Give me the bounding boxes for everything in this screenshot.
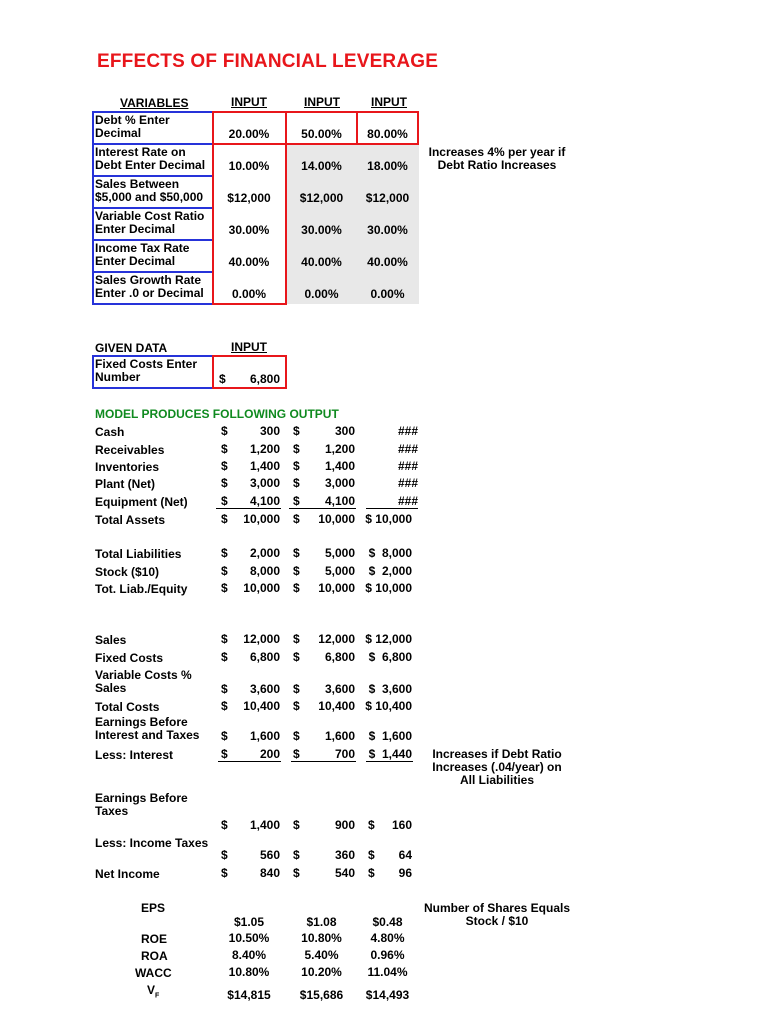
row-label: Net Income <box>95 867 160 881</box>
ratio-label: ROE <box>141 932 168 946</box>
cell-value: 3,600 <box>249 682 280 696</box>
input-header-2: INPUT <box>304 95 340 109</box>
dollar-sign: $ <box>221 866 228 880</box>
variables-header: VARIABLES <box>120 96 189 110</box>
dollar-sign: $ <box>293 494 300 508</box>
row-label: Less: Income Taxes <box>95 836 209 850</box>
variable-value: $12,000 <box>227 191 271 205</box>
row-label: Variable Costs % Sales <box>95 668 192 695</box>
ratio-value: $1.08 <box>306 915 337 929</box>
variable-value: 40.00% <box>301 255 342 269</box>
row-label: Inventories <box>95 460 160 474</box>
ratio-label <box>147 983 159 999</box>
dollar-sign: $ <box>293 424 300 438</box>
subtotal-underline <box>291 761 356 762</box>
cell-value: 1,400 <box>324 459 355 473</box>
cell-value: 6,800 <box>249 650 280 664</box>
row-label: Equipment (Net) <box>95 495 188 509</box>
cell-value: 5,000 <box>324 564 355 578</box>
cell-value: 10,400 <box>243 699 280 713</box>
cell-value: 540 <box>334 866 355 880</box>
cell-value: 10,000 <box>243 512 280 526</box>
subtotal-underline <box>366 508 418 509</box>
cell-value: $ 2,000 <box>368 564 412 578</box>
variable-value: 40.00% <box>228 255 270 269</box>
cell-value: 4,100 <box>249 494 280 508</box>
cell-value: 10,000 <box>318 581 355 595</box>
dollar-sign: $ <box>293 650 300 664</box>
variable-value: 40.00% <box>367 255 408 269</box>
cell-value: 200 <box>259 747 280 761</box>
cell-value: 300 <box>334 424 355 438</box>
variable-value: 18.00% <box>367 159 408 173</box>
cell-value: 2,000 <box>249 546 280 560</box>
dollar-sign: $ <box>293 476 300 490</box>
row-label: Less: Interest <box>95 748 174 762</box>
ratio-value: 10.50% <box>228 931 270 945</box>
cell-value: ### <box>397 442 418 456</box>
ratio-value: 11.04% <box>367 965 408 979</box>
input-header-3: INPUT <box>371 95 407 109</box>
cell-value: ### <box>397 494 418 508</box>
dollar-sign: $ <box>221 650 228 664</box>
dollar-sign: $ <box>293 848 300 862</box>
cell-value: $ 10,000 <box>365 512 412 526</box>
ratio-value: 10.20% <box>301 965 342 979</box>
variable-label: Interest Rate on Debt Enter Decimal <box>95 145 206 172</box>
ratio-value: 8.40% <box>231 948 267 962</box>
dollar-sign: $ <box>368 848 375 862</box>
row-label: Total Liabilities <box>95 547 182 561</box>
variable-value: 0.00% <box>304 287 339 301</box>
page-title: EFFECTS OF FINANCIAL LEVERAGE <box>97 51 439 72</box>
variable-value: 30.00% <box>301 223 342 237</box>
ratio-label-subscript: F <box>155 992 160 1000</box>
cell-value: 6,800 <box>324 650 355 664</box>
dollar-sign: $ <box>293 818 300 832</box>
given-data-header: GIVEN DATA <box>95 341 168 355</box>
input-header-1: INPUT <box>231 95 267 109</box>
cell-value: 700 <box>334 747 355 761</box>
cell-value: 300 <box>259 424 280 438</box>
ratio-value: 10.80% <box>301 931 342 945</box>
variable-label: Sales Between $5,000 and $50,000 <box>95 177 204 204</box>
ratio-label-main: V <box>147 983 156 997</box>
cell-value: ### <box>397 459 418 473</box>
dollar-sign: $ <box>293 699 300 713</box>
dollar-sign: $ <box>221 459 228 473</box>
fixed-costs-dollar: $ <box>219 372 226 386</box>
cell-value: 10,400 <box>318 699 355 713</box>
row-label: Plant (Net) <box>95 477 155 491</box>
cell-value: 1,200 <box>324 442 355 456</box>
subtotal-underline <box>218 761 281 762</box>
ratio-value: $15,686 <box>299 988 344 1002</box>
variable-value: 30.00% <box>367 223 408 237</box>
cell-value: 160 <box>391 818 412 832</box>
variable-value: $12,000 <box>299 191 344 205</box>
cell-value: $ 1,600 <box>368 729 412 743</box>
cell-value: $ 3,600 <box>368 682 412 696</box>
cell-value: 10,000 <box>318 512 355 526</box>
dollar-sign: $ <box>293 682 300 696</box>
dollar-sign: $ <box>221 699 228 713</box>
row-label: Stock ($10) <box>95 565 160 579</box>
variable-value: 10.00% <box>228 159 270 173</box>
cell-value: ### <box>397 476 418 490</box>
ratio-label: ROA <box>141 949 168 963</box>
dollar-sign: $ <box>221 632 228 646</box>
dollar-sign: $ <box>221 747 228 761</box>
dollar-sign: $ <box>293 632 300 646</box>
row-label: Tot. Liab./Equity <box>95 582 188 596</box>
cell-value: $ 10,400 <box>365 699 412 713</box>
dollar-sign: $ <box>293 729 300 743</box>
ratio-value: 10.80% <box>228 965 270 979</box>
cell-value: 1,600 <box>324 729 355 743</box>
dollar-sign: $ <box>293 442 300 456</box>
cell-value: $ 1,440 <box>368 747 412 761</box>
dollar-sign: $ <box>221 476 228 490</box>
subtotal-underline <box>216 508 281 509</box>
shares-note: Number of Shares Equals Stock / $10 <box>423 901 571 928</box>
cell-value: 1,200 <box>249 442 280 456</box>
dollar-sign: $ <box>221 424 228 438</box>
dollar-sign: $ <box>293 512 300 526</box>
variable-value: 80.00% <box>367 127 408 141</box>
cell-value: 4,100 <box>324 494 355 508</box>
cell-value: 12,000 <box>243 632 280 646</box>
ratio-value: $14,815 <box>227 988 271 1002</box>
cell-value: 840 <box>259 866 280 880</box>
cell-value: 8,000 <box>249 564 280 578</box>
dollar-sign: $ <box>221 442 228 456</box>
cell-value: 1,400 <box>249 459 280 473</box>
cell-value: 64 <box>398 848 412 862</box>
cell-value: 360 <box>334 848 355 862</box>
cell-value: 3,600 <box>324 682 355 696</box>
ratio-value: 0.96% <box>370 948 405 962</box>
cell-value: 900 <box>334 818 355 832</box>
variable-value: 20.00% <box>228 127 270 141</box>
ratio-value: $1.05 <box>233 915 265 929</box>
cell-value: $ 8,000 <box>368 546 412 560</box>
variable-label: Variable Cost Ratio Enter Decimal <box>95 209 205 236</box>
dollar-sign: $ <box>221 512 228 526</box>
row-label: Earnings Before Taxes <box>95 791 188 818</box>
fixed-costs-label: Fixed Costs Enter Number <box>95 357 198 384</box>
row-label: Receivables <box>95 443 165 457</box>
cell-value: $ 10,000 <box>365 581 412 595</box>
interest-note: Increases 4% per year if Debt Ratio Increases <box>428 145 566 172</box>
cell-value: 12,000 <box>318 632 355 646</box>
variable-value: $12,000 <box>365 191 410 205</box>
variable-value: 14.00% <box>301 159 342 173</box>
cell-value: 3,000 <box>324 476 355 490</box>
dollar-sign: $ <box>368 818 375 832</box>
ratio-value: $14,493 <box>365 988 410 1002</box>
ratio-value: 5.40% <box>304 948 339 962</box>
variable-value: 30.00% <box>228 223 270 237</box>
dollar-sign: $ <box>368 866 375 880</box>
variable-value: 50.00% <box>301 127 342 141</box>
ratio-label: EPS <box>141 901 166 915</box>
cell-value: 3,000 <box>249 476 280 490</box>
dollar-sign: $ <box>293 546 300 560</box>
dollar-sign: $ <box>293 747 300 761</box>
row-label: Earnings Before Interest and Taxes <box>95 715 200 742</box>
cell-value: 560 <box>259 848 280 862</box>
cell-value: $ 6,800 <box>368 650 412 664</box>
variable-value: 0.00% <box>231 287 267 301</box>
variable-label: Debt % Enter Decimal <box>95 113 170 140</box>
ratio-label: WACC <box>135 966 172 980</box>
subtotal-underline <box>366 761 413 762</box>
fixed-costs-value: 6,800 <box>249 372 280 386</box>
row-label: Cash <box>95 425 125 439</box>
dollar-sign: $ <box>293 564 300 578</box>
dollar-sign: $ <box>221 546 228 560</box>
dollar-sign: $ <box>221 494 228 508</box>
cell-value: 96 <box>398 866 412 880</box>
cell-value: ### <box>397 424 418 438</box>
given-input-header: INPUT <box>231 340 267 354</box>
subtotal-underline <box>289 508 356 509</box>
dollar-sign: $ <box>221 581 228 595</box>
dollar-sign: $ <box>221 818 228 832</box>
dollar-sign: $ <box>293 866 300 880</box>
row-label: Sales <box>95 633 127 647</box>
interest-increase-note: Increases if Debt Ratio Increases (.04/year) on All Liabilities <box>432 747 562 787</box>
cell-value: 1,400 <box>249 818 280 832</box>
cell-value: 1,600 <box>249 729 280 743</box>
row-label: Fixed Costs <box>95 651 164 665</box>
output-header: MODEL PRODUCES FOLLOWING OUTPUT <box>95 407 339 421</box>
dollar-sign: $ <box>221 848 228 862</box>
cell-value: 10,000 <box>243 581 280 595</box>
variable-label: Income Tax Rate Enter Decimal <box>95 241 190 268</box>
ratio-value: 4.80% <box>370 931 405 945</box>
dollar-sign: $ <box>293 459 300 473</box>
row-label: Total Costs <box>95 700 160 714</box>
dollar-sign: $ <box>221 729 228 743</box>
cell-value: 5,000 <box>324 546 355 560</box>
variable-label: Sales Growth Rate Enter .0 or Decimal <box>95 273 204 300</box>
dollar-sign: $ <box>293 581 300 595</box>
variable-value: 0.00% <box>370 287 405 301</box>
cell-value: $ 12,000 <box>365 632 412 646</box>
dollar-sign: $ <box>221 564 228 578</box>
ratio-value: $0.48 <box>372 915 403 929</box>
dollar-sign: $ <box>221 682 228 696</box>
row-label: Total Assets <box>95 513 166 527</box>
